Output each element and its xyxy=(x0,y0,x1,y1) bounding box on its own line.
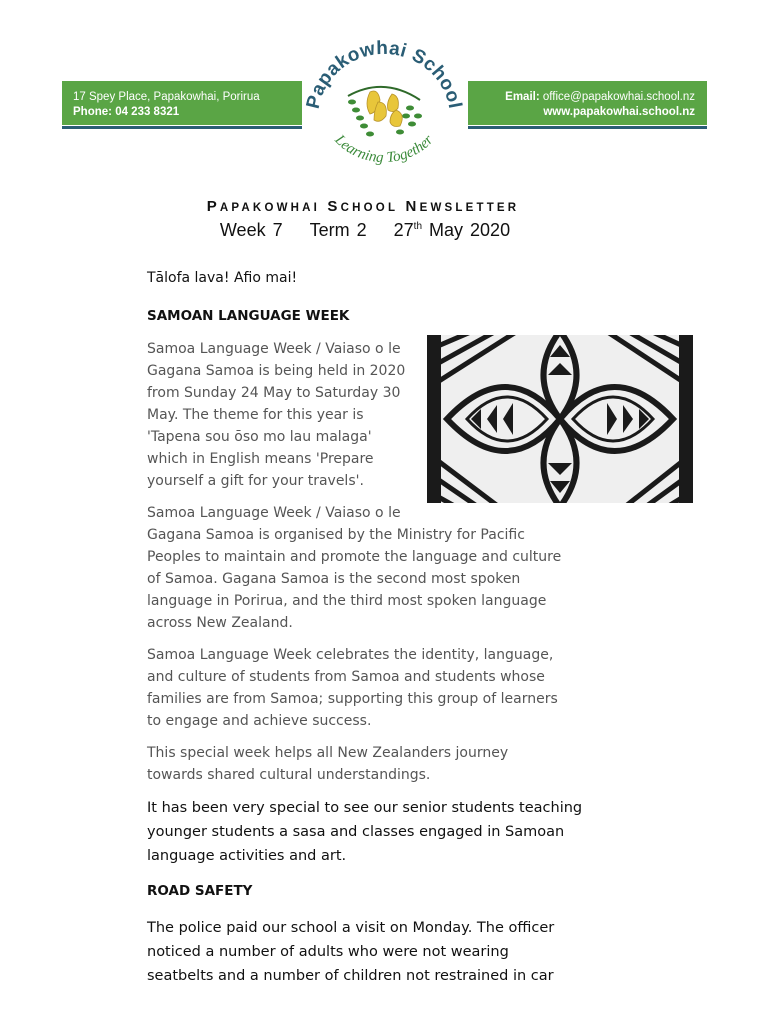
date-day: 27 xyxy=(393,220,414,240)
title-rest-3: EWSLETTER xyxy=(419,202,520,214)
school-phone: 04 233 8321 xyxy=(115,106,180,118)
date-month-year: May 2020 xyxy=(429,220,511,240)
text-line: seatbelts and a number of children not restrained in car xyxy=(147,968,554,984)
school-website[interactable]: www.papakowhai.school.nz xyxy=(543,106,695,118)
school-email-line xyxy=(468,90,695,105)
title-initial-3: N xyxy=(405,198,420,215)
text-line: language in Porirua, and the third most spoken language xyxy=(147,593,547,609)
samoan-paragraph-2 xyxy=(147,502,561,634)
samoan-heading: SAMOAN LANGUAGE WEEK xyxy=(147,308,350,324)
samoan-paragraph-4 xyxy=(147,742,508,786)
text-line: noticed a number of adults who were not wearing xyxy=(147,944,509,960)
text-line: May. The theme for this year is xyxy=(147,407,364,423)
svg-text:Papakowhai School xyxy=(303,38,466,111)
newsletter-title xyxy=(0,198,726,215)
text-line: Samoa Language Week / Vaiaso o le xyxy=(147,505,401,521)
svg-text:Learning Together xyxy=(331,131,437,166)
title-rest-2: CHOOL xyxy=(340,202,399,214)
text-line: Peoples to maintain and promote the language and culture xyxy=(147,549,562,565)
title-initial-1: P xyxy=(206,198,220,215)
text-line: across New Zealand. xyxy=(147,615,293,631)
logo-school-name: Papakowhai School xyxy=(302,37,466,111)
text-line: The police paid our school a visit on Monday. The officer xyxy=(147,920,555,936)
date-label xyxy=(394,220,510,240)
title-rest-1: APAKOWHAI xyxy=(219,202,321,214)
term-label: Term 2 xyxy=(309,220,367,240)
text-line: Gagana Samoa is being held in 2020 xyxy=(147,363,406,379)
text-line: language activities and art. xyxy=(147,848,347,864)
header-contact-left xyxy=(62,81,302,125)
text-line: Gagana Samoa is organised by the Ministry for Pacific xyxy=(147,527,525,543)
text-line: It has been very special to see our senior students teaching xyxy=(147,800,583,816)
school-email[interactable]: office@papakowhai.school.nz xyxy=(542,91,695,103)
date-suffix: th xyxy=(413,221,423,232)
week-label: Week 7 xyxy=(219,220,283,240)
text-line: to engage and achieve success. xyxy=(147,713,372,729)
text-line: and culture of students from Samoa and students whose xyxy=(147,669,545,685)
text-line: yourself a gift for your travels'. xyxy=(147,473,364,489)
greeting: Tālofa lava! Afio mai! xyxy=(147,270,298,286)
siapo-tapa-pattern-image xyxy=(427,335,693,503)
road-safety-paragraph-1 xyxy=(147,916,554,988)
road-safety-heading: ROAD SAFETY xyxy=(147,883,253,899)
kowhai-flower-icon xyxy=(348,87,422,137)
text-line: from Sunday 24 May to Saturday 30 xyxy=(147,385,401,401)
text-line: Samoa Language Week celebrates the identity, language, xyxy=(147,647,554,663)
samoan-paragraph-5 xyxy=(147,796,582,868)
header-rule-left xyxy=(62,126,302,129)
logo-motto: Learning Together xyxy=(331,132,437,167)
email-label: Email: xyxy=(505,91,540,103)
samoan-paragraph-1 xyxy=(147,338,405,492)
school-logo xyxy=(300,36,468,174)
newsletter-date-line xyxy=(0,220,730,241)
text-line: Samoa Language Week / Vaiaso o le xyxy=(147,341,401,357)
text-line: families are from Samoa; supporting this group of learners xyxy=(147,691,558,707)
school-phone-line xyxy=(73,105,302,120)
header-rule-right xyxy=(468,126,707,129)
school-address: 17 Spey Place, Papakowhai, Porirua xyxy=(73,91,260,103)
text-line: of Samoa. Gagana Samoa is the second most spoken xyxy=(147,571,521,587)
title-initial-2: S xyxy=(327,198,341,215)
text-line: 'Tapena sou ōso mo lau malaga' xyxy=(147,429,372,445)
samoan-paragraph-3 xyxy=(147,644,558,732)
header-contact-right xyxy=(468,81,707,125)
text-line: which in English means 'Prepare xyxy=(147,451,374,467)
text-line: towards shared cultural understandings. xyxy=(147,767,431,783)
text-line: This special week helps all New Zealanders journey xyxy=(147,745,509,761)
phone-label: Phone: xyxy=(73,106,112,118)
text-line: younger students a sasa and classes engaged in Samoan xyxy=(147,824,565,840)
